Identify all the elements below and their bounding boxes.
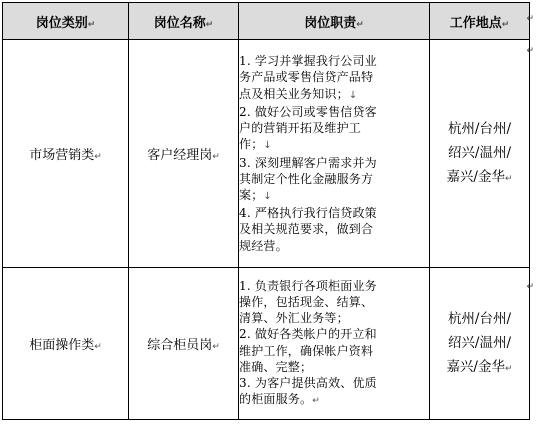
duty-line: 4. 严格执行我行信贷政策 (239, 206, 377, 221)
duty-line: 3. 深刻理解客户需求并为 (239, 155, 377, 170)
duty-line: 务产品或零售信贷产品特 (239, 70, 374, 85)
position-cell: 客户经理岗↵ (129, 40, 239, 268)
duty-line: 案；↓ (239, 187, 272, 202)
job-positions-table (2, 2, 530, 420)
location-line: 绍兴/温州/ (447, 144, 512, 161)
duty-line: 准确、完整； (239, 359, 313, 374)
duty-line: 1. 学习并掌握我行公司业 (239, 54, 377, 69)
duty-line: 及相关规范要求，做到合 (239, 222, 374, 237)
location-line: 杭州/台州/ (447, 120, 512, 137)
duties-cell (239, 40, 430, 268)
duty-line: 的柜面服务。↵ (239, 392, 320, 407)
header-cell-category: 岗位类别↵ (3, 3, 129, 40)
duty-line: 维护工作，确保帐户资料 (239, 343, 374, 358)
position-cell: 综合柜员岗↵ (129, 268, 239, 420)
header-cell-position: 岗位名称↵ (129, 3, 239, 40)
location-cell (430, 268, 530, 420)
location-line: 杭州/台州/ (447, 310, 512, 327)
duty-line: 清算、外汇业务等； (239, 311, 349, 326)
duty-line: 操作，包括现金、结算、 (239, 294, 374, 309)
category-cell: 柜面操作类↵ (3, 268, 129, 420)
duty-line: 2. 做好公司或零售信贷客 (239, 104, 377, 119)
table-row (3, 268, 530, 420)
duty-line: 点及相关业务知识；↓ (239, 86, 358, 101)
duty-line: 作；↓ (239, 137, 272, 152)
duties-cell (239, 268, 430, 420)
location-cell (430, 40, 530, 268)
table-row (3, 40, 530, 268)
duty-line: 1. 负责银行各项柜面业务 (239, 278, 377, 293)
row-end-mark: ↵ (526, 46, 534, 56)
location-line: 嘉兴/金华↵ (446, 168, 513, 185)
duty-line: 规经营。 (239, 238, 288, 253)
category-cell: 市场营销类↵ (3, 40, 129, 268)
row-end-mark: ↵ (526, 14, 534, 24)
row-end-mark: ↵ (526, 282, 534, 292)
duty-line: 2. 做好各类帐户的开立和 (239, 327, 377, 342)
duty-line: 3. 为客户提供高效、优质 (239, 375, 377, 390)
duty-line: 其制定个性化金融服务方 (239, 171, 374, 186)
location-line: 绍兴/温州/ (447, 334, 512, 351)
table-header-row (3, 3, 530, 40)
header-cell-duties: 岗位职责↵ (239, 3, 430, 40)
duty-line: 户的营销开拓及维护工 (239, 121, 362, 136)
location-line: 嘉兴/金华↵ (446, 358, 513, 375)
header-cell-location: 工作地点↵ (430, 3, 530, 40)
